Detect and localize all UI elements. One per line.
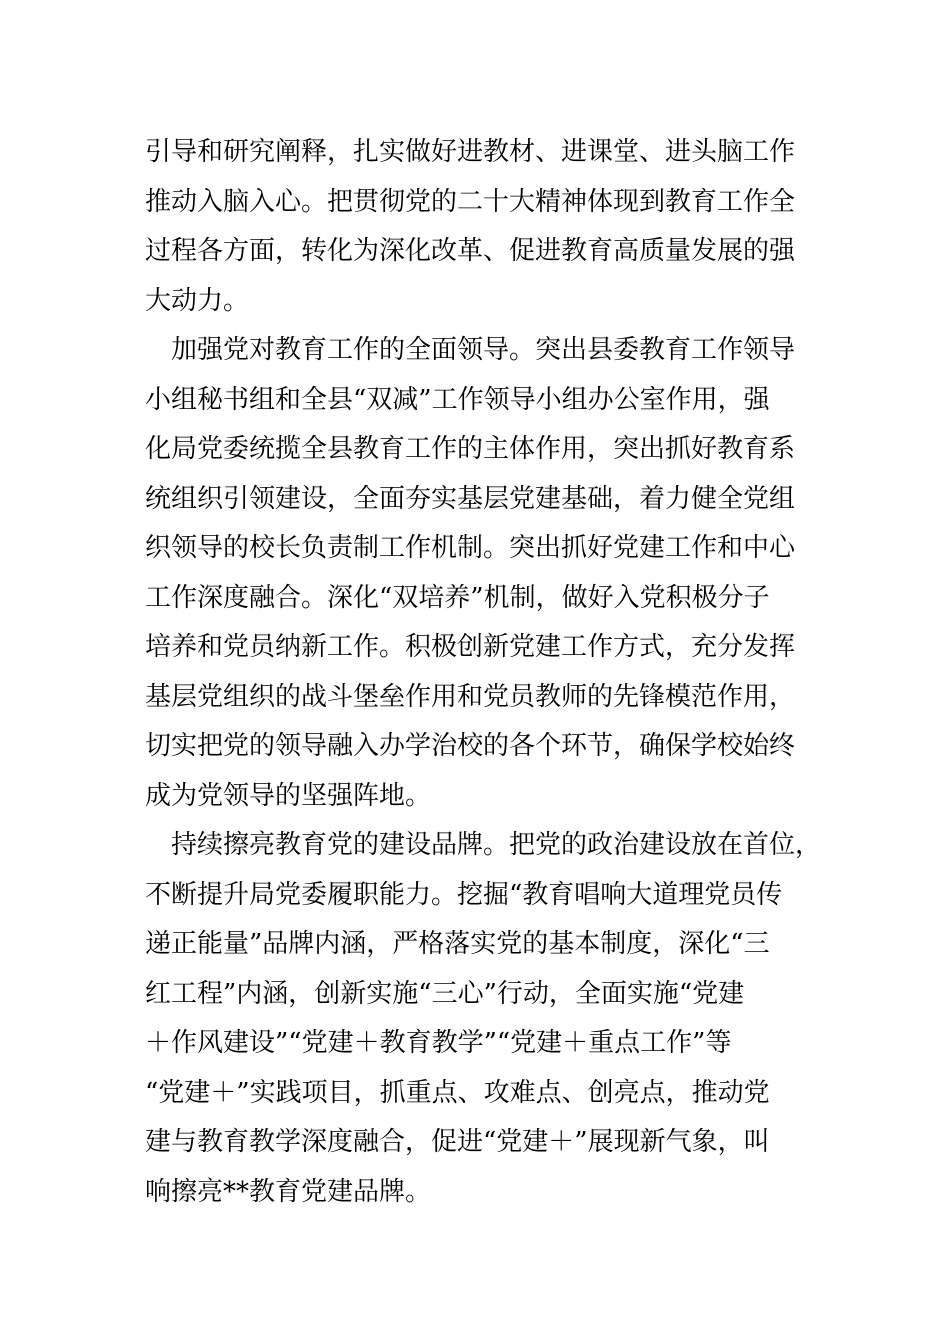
text-line: 红工程”内涵，创新实施“三心”行动，全面实施“党建 (145, 978, 745, 1009)
text-line: 引导和研究阐释，扎实做好进教材、进课堂、进头脑工作 (145, 137, 796, 167)
document-body (145, 128, 822, 1217)
text-line: 推动入脑入心。把贯彻党的二十大精神体现到教育工作全 (145, 186, 796, 217)
text-line: 不断提升局党委履职能力。挖掘“教育唱响大道理党员传 (145, 879, 783, 910)
paragraph-heading-line: 持续擦亮教育党的建设品牌。把党的政治建设放在首位， (145, 830, 822, 860)
text-line: 工作深度融合。深化“双培养”机制，做好入党积极分子 (145, 582, 770, 613)
text-line: “党建＋”实践项目，抓重点、攻难点、创亮点，推动党 (145, 1077, 770, 1108)
text-line: 递正能量”品牌内涵，严格落实党的基本制度，深化“三 (145, 929, 770, 959)
text-line: 成为党领导的坚强阵地。 (145, 780, 432, 811)
text-line: 大动力。 (145, 285, 250, 316)
text-line: 织领导的校长负责制工作机制。突出抓好党建工作和中心 (145, 533, 796, 563)
text-line: 响擦亮**教育党建品牌。 (145, 1176, 432, 1207)
text-line: 培养和党员纳新工作。积极创新党建工作方式，充分发挥 (145, 632, 796, 662)
text-line: ＋作风建设”“党建＋教育教学”“党建＋重点工作”等 (145, 1028, 732, 1058)
text-line: 建与教育教学深度融合，促进“党建＋”展现新气象，叫 (145, 1127, 770, 1157)
text-line: 统组织引领建设，全面夯实基层党建基础，着力健全党组 (145, 483, 796, 514)
text-line: 基层党组织的战斗堡垒作用和党员教师的先锋模范作用， (145, 681, 796, 712)
paragraph-heading-line: 加强党对教育工作的全面领导。突出县委教育工作领导 (145, 335, 796, 365)
text-line: 切实把党的领导融入办学治校的各个环节，确保学校始终 (145, 731, 796, 761)
text-line: 过程各方面，转化为深化改革、促进教育高质量发展的强 (145, 236, 796, 266)
text-line: 化局党委统揽全县教育工作的主体作用，突出抓好教育系 (145, 434, 796, 464)
text-line: 小组秘书组和全县“双减”工作领导小组办公室作用，强 (145, 384, 770, 415)
